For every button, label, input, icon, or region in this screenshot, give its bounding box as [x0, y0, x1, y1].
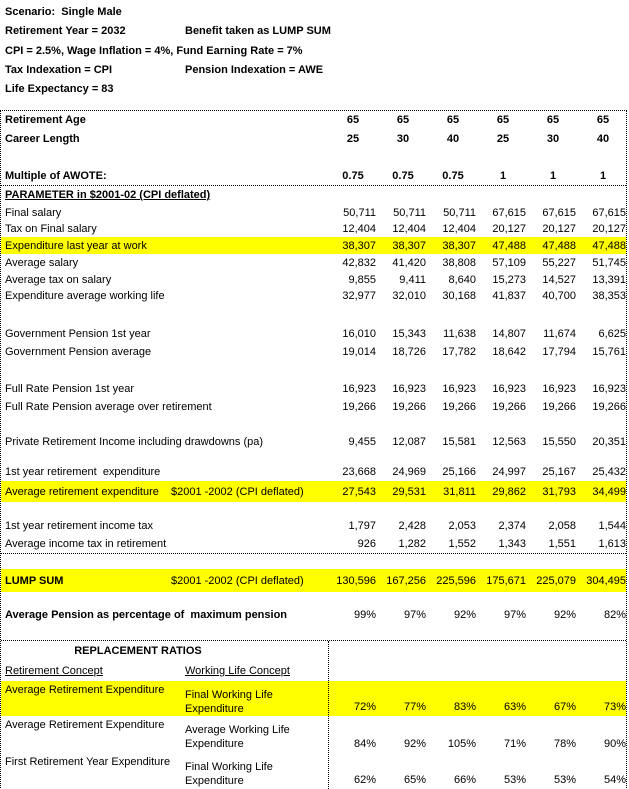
value-cell: 20,351: [592, 436, 626, 448]
value-cell: 175,671: [486, 574, 526, 587]
value-cell: 1,613: [598, 538, 626, 550]
value-cell: 63%: [503, 701, 526, 713]
value-cell: 19,266: [342, 401, 376, 413]
value-cell: 73%: [603, 701, 626, 713]
retirement-concept-label: Average Retirement Expenditure: [5, 719, 165, 731]
value-cell: 78%: [553, 738, 576, 750]
value-cell: 38,353: [592, 290, 626, 302]
value-cell: 12,404: [442, 223, 476, 235]
benefit-label: Benefit taken as LUMP SUM: [185, 25, 331, 37]
value-cell: 54%: [603, 774, 626, 786]
row-values: [328, 274, 628, 286]
value-cell: 225,596: [436, 574, 476, 587]
retirement-year-label: Retirement Year = 2032: [5, 25, 126, 37]
spacer-row: [1, 592, 626, 606]
value-cell: 32,977: [342, 290, 376, 302]
row-values: [328, 401, 628, 413]
value-cell: 65: [546, 114, 560, 126]
value-cell: 55,227: [542, 257, 576, 269]
value-cell: 1: [599, 169, 607, 182]
value-cell: 67,615: [592, 206, 626, 219]
value-cell: 14,527: [542, 274, 576, 286]
value-cell: 92%: [553, 609, 576, 621]
value-cell: 65: [496, 114, 510, 126]
tax-on-final-salary: [1, 221, 626, 237]
value-cell: 34,499: [592, 485, 626, 498]
private-retirement-income: [1, 433, 626, 451]
value-cell: 13,391: [592, 274, 626, 286]
row-values: [328, 290, 628, 302]
row-values: [328, 701, 628, 713]
scenario-label: Scenario: Single Male: [5, 6, 122, 18]
parameter-heading: [1, 185, 626, 204]
tax-indexation-label: Tax Indexation = CPI: [5, 64, 113, 76]
value-cell: 18,726: [392, 346, 426, 358]
average-salary: [1, 254, 626, 272]
replacement-column-headers: [1, 661, 626, 681]
value-cell: 20,127: [542, 223, 576, 235]
value-cell: 99%: [353, 609, 376, 621]
spacer-row: [1, 361, 626, 380]
value-cell: 40: [596, 132, 610, 145]
value-cell: 40: [446, 132, 460, 145]
value-cell: 9,455: [348, 436, 376, 448]
value-cell: 16,923: [442, 383, 476, 395]
value-cell: 24,997: [492, 466, 526, 478]
value-cell: 20,127: [592, 223, 626, 235]
value-cell: 65: [346, 114, 360, 126]
row-sublabel: $2001 -2002 (CPI deflated): [171, 574, 304, 587]
value-cell: 47,488: [492, 239, 526, 252]
value-cell: 83%: [453, 701, 476, 713]
value-cell: 304,495: [586, 574, 626, 587]
value-cell: 6,625: [598, 328, 626, 340]
value-cell: 25: [496, 132, 510, 145]
average-income-tax-in-retirement: [1, 535, 626, 553]
value-cell: 19,266: [442, 401, 476, 413]
value-cell: 50,711: [443, 206, 476, 219]
value-cell: 38,307: [392, 239, 426, 252]
expenditure-last-year: [1, 237, 626, 254]
value-cell: 130,596: [336, 574, 376, 587]
value-cell: 0.75: [442, 169, 464, 182]
value-cell: 38,307: [442, 239, 476, 252]
row-values: [328, 170, 628, 182]
ratio-avg-retirement-vs-final-working: [1, 681, 626, 716]
row-values: [328, 383, 628, 395]
row-values: [328, 114, 628, 126]
value-cell: 32,010: [392, 290, 426, 302]
value-cell: 17,794: [542, 346, 576, 358]
value-cell: 25,432: [592, 466, 626, 478]
row-sublabel: $2001 -2002 (CPI deflated): [171, 485, 304, 498]
ratio-avg-retirement-vs-avg-working: [1, 716, 626, 753]
replacement-ratios-section: [1, 640, 626, 789]
row-values: [328, 774, 628, 786]
value-cell: 30: [396, 132, 410, 145]
government-pension-average: [1, 343, 626, 361]
value-cell: 65%: [403, 774, 426, 786]
value-cell: 71%: [503, 738, 526, 750]
row-values: [328, 520, 628, 532]
value-cell: 1,797: [348, 520, 376, 532]
pension-indexation-label: Pension Indexation = AWE: [185, 64, 324, 76]
value-cell: 15,343: [392, 328, 426, 340]
row-values: [328, 223, 628, 235]
replacement-ratios-title: REPLACEMENT RATIOS: [74, 645, 202, 657]
value-cell: 16,923: [342, 383, 376, 395]
row-values: [328, 240, 628, 252]
row-values: [328, 328, 628, 340]
row-label: 1st year retirement income tax: [5, 520, 153, 532]
value-cell: 23,668: [342, 466, 376, 478]
value-cell: 53%: [553, 774, 576, 786]
assumptions-label: CPI = 2.5%, Wage Inflation = 4%, Fund Earning Rate = 7%: [5, 45, 303, 57]
column-divider: [328, 641, 329, 789]
government-pension-1st-year: [1, 325, 626, 343]
career-length: [1, 129, 626, 148]
value-cell: 62%: [353, 774, 376, 786]
value-cell: 9,411: [399, 274, 426, 286]
average-retirement-expenditure: [1, 481, 626, 502]
value-cell: 12,404: [342, 223, 376, 235]
row-values: [328, 207, 628, 219]
value-cell: 65: [396, 114, 410, 126]
working-life-concept-label: Final Working Life Expenditure: [185, 689, 273, 715]
value-cell: 15,273: [492, 274, 526, 286]
spacer-row: [1, 416, 626, 433]
multiple-of-awote: [1, 166, 626, 185]
value-cell: 67,615: [542, 206, 576, 219]
value-cell: 42,832: [342, 257, 376, 269]
retirement-age: [1, 111, 626, 129]
parameter-table: [1, 111, 626, 553]
working-life-concept-label: Final Working Life Expenditure: [185, 761, 273, 787]
value-cell: 57,109: [492, 257, 526, 269]
value-cell: 67%: [553, 701, 576, 713]
value-cell: 67,615: [492, 206, 526, 219]
value-cell: 19,266: [592, 401, 626, 413]
row-values: [328, 346, 628, 358]
row-label: Private Retirement Income including drawdowns (pa): [5, 436, 264, 448]
full-rate-pension-average: [1, 398, 626, 416]
average-pension-percentage: [1, 606, 626, 624]
value-cell: 19,266: [542, 401, 576, 413]
replacement-ratios-header-row: [1, 641, 626, 661]
row-label: Expenditure average working life: [5, 290, 165, 302]
row-label: Multiple of AWOTE:: [5, 169, 107, 182]
row-values: [328, 538, 628, 550]
value-cell: 53%: [503, 774, 526, 786]
value-cell: 20,127: [492, 223, 526, 235]
value-cell: 12,563: [492, 436, 526, 448]
spacer-row: [1, 304, 626, 325]
average-tax-on-salary: [1, 272, 626, 288]
value-cell: 66%: [453, 774, 476, 786]
value-cell: 18,642: [492, 346, 526, 358]
value-cell: 82%: [603, 609, 626, 621]
value-cell: 225,079: [536, 574, 576, 587]
value-cell: 926: [357, 538, 376, 550]
value-cell: 50,711: [343, 206, 376, 219]
row-label: Full Rate Pension average over retirement: [5, 401, 212, 413]
row-label: PARAMETER in $2001-02 (CPI deflated): [5, 189, 211, 201]
value-cell: 105%: [447, 738, 476, 750]
value-cell: 167,256: [386, 574, 426, 587]
value-cell: 16,923: [392, 383, 426, 395]
value-cell: 15,581: [442, 436, 476, 448]
value-cell: 41,837: [492, 290, 526, 302]
final-salary: [1, 204, 626, 221]
value-cell: 16,923: [592, 383, 626, 395]
value-cell: 2,053: [448, 520, 476, 532]
value-cell: 16,010: [342, 328, 376, 340]
value-cell: 41,420: [392, 257, 426, 269]
value-cell: 1,551: [548, 538, 576, 550]
value-cell: 65: [596, 114, 610, 126]
value-cell: 19,266: [492, 401, 526, 413]
spacer-row: [1, 624, 626, 640]
value-cell: 90%: [603, 738, 626, 750]
value-cell: 77%: [403, 701, 426, 713]
value-cell: 9,855: [348, 274, 376, 286]
value-cell: 0.75: [392, 169, 414, 182]
row-label: Average retirement expenditure: [5, 485, 159, 498]
value-cell: 2,374: [498, 520, 526, 532]
row-label: Final salary: [5, 206, 62, 219]
row-values: [328, 486, 628, 498]
value-cell: 16,923: [542, 383, 576, 395]
value-cell: 25,167: [542, 466, 576, 478]
ratio-first-year-vs-final-working: [1, 753, 626, 789]
value-cell: 17,782: [442, 346, 476, 358]
spacer-row: [1, 148, 626, 166]
row-label: Full Rate Pension 1st year: [5, 383, 135, 395]
retirement-concept-header: Retirement Concept: [5, 665, 103, 677]
spreadsheet-table: [0, 110, 627, 789]
value-cell: 30,168: [442, 290, 476, 302]
value-cell: 27,543: [342, 485, 376, 498]
full-rate-pension-1st-year: [1, 380, 626, 398]
value-cell: 2,058: [548, 520, 576, 532]
value-cell: 12,087: [392, 436, 426, 448]
row-label: Average income tax in retirement: [5, 538, 167, 550]
value-cell: 38,307: [342, 239, 376, 252]
value-cell: 11,674: [543, 328, 576, 340]
value-cell: 15,761: [592, 346, 626, 358]
row-label: Average salary: [5, 257, 79, 269]
row-values: [328, 257, 628, 269]
expenditure-average-working-life: [1, 288, 626, 304]
row-values: [328, 609, 628, 621]
value-cell: 84%: [353, 738, 376, 750]
value-cell: 30: [546, 132, 560, 145]
summary-section: [1, 553, 626, 640]
value-cell: 24,969: [392, 466, 426, 478]
value-cell: 1: [549, 169, 557, 182]
value-cell: 29,862: [492, 485, 526, 498]
row-label: LUMP SUM: [5, 574, 64, 587]
row-label: Average tax on salary: [5, 274, 112, 286]
value-cell: 12,404: [392, 223, 426, 235]
value-cell: 97%: [403, 609, 426, 621]
row-values: [328, 133, 628, 145]
first-year-retirement-expenditure: [1, 463, 626, 481]
replacement-rows: [1, 681, 626, 789]
row-values: [328, 738, 628, 750]
row-values: [328, 466, 628, 478]
value-cell: 1: [499, 169, 507, 182]
value-cell: 1,544: [598, 520, 626, 532]
value-cell: 51,745: [592, 257, 626, 269]
value-cell: 19,266: [392, 401, 426, 413]
value-cell: 16,923: [492, 383, 526, 395]
value-cell: 31,811: [443, 485, 476, 498]
value-cell: 15,550: [542, 436, 576, 448]
row-values: [328, 436, 628, 448]
value-cell: 29,531: [392, 485, 426, 498]
value-cell: 40,700: [542, 290, 576, 302]
value-cell: 2,428: [398, 520, 426, 532]
value-cell: 72%: [353, 701, 376, 713]
value-cell: 25,166: [442, 466, 476, 478]
lump-sum: [1, 569, 626, 592]
value-cell: 47,488: [592, 239, 626, 252]
row-label: Tax on Final salary: [5, 223, 97, 235]
value-cell: 25: [346, 132, 360, 145]
value-cell: 92%: [403, 738, 426, 750]
value-cell: 38,808: [442, 257, 476, 269]
row-label: 1st year retirement expenditure: [5, 466, 161, 478]
spacer-row: [1, 451, 626, 463]
value-cell: 1,552: [448, 538, 476, 550]
row-label: Retirement Age: [5, 114, 86, 126]
spacer-row: [1, 502, 626, 517]
retirement-concept-label: Average Retirement Expenditure: [5, 684, 165, 696]
value-cell: 1,282: [398, 538, 426, 550]
spacer-row: [1, 554, 626, 569]
value-cell: 19,014: [342, 346, 376, 358]
life-expectancy-label: Life Expectancy = 83: [5, 83, 114, 95]
working-life-concept-header: Working Life Concept: [185, 665, 290, 677]
row-values: [328, 575, 628, 587]
value-cell: 50,711: [393, 206, 426, 219]
row-label: Government Pension 1st year: [5, 328, 151, 340]
row-label: Government Pension average: [5, 346, 152, 358]
value-cell: 31,793: [542, 485, 576, 498]
row-label: Expenditure last year at work: [5, 239, 147, 252]
row-label: Average Pension as percentage of maximum pension: [5, 609, 288, 621]
value-cell: 97%: [503, 609, 526, 621]
row-label: Career Length: [5, 132, 80, 145]
retirement-concept-label: First Retirement Year Expenditure: [5, 756, 171, 768]
value-cell: 14,807: [492, 328, 526, 340]
value-cell: 1,343: [498, 538, 526, 550]
value-cell: 65: [446, 114, 460, 126]
value-cell: 8,640: [448, 274, 476, 286]
value-cell: 47,488: [542, 239, 576, 252]
value-cell: 11,638: [443, 328, 476, 340]
value-cell: 0.75: [342, 169, 364, 182]
working-life-concept-label: Average Working Life Expenditure: [185, 724, 290, 750]
value-cell: 92%: [453, 609, 476, 621]
first-year-retirement-income-tax: [1, 517, 626, 535]
scenario-header: [0, 0, 629, 110]
